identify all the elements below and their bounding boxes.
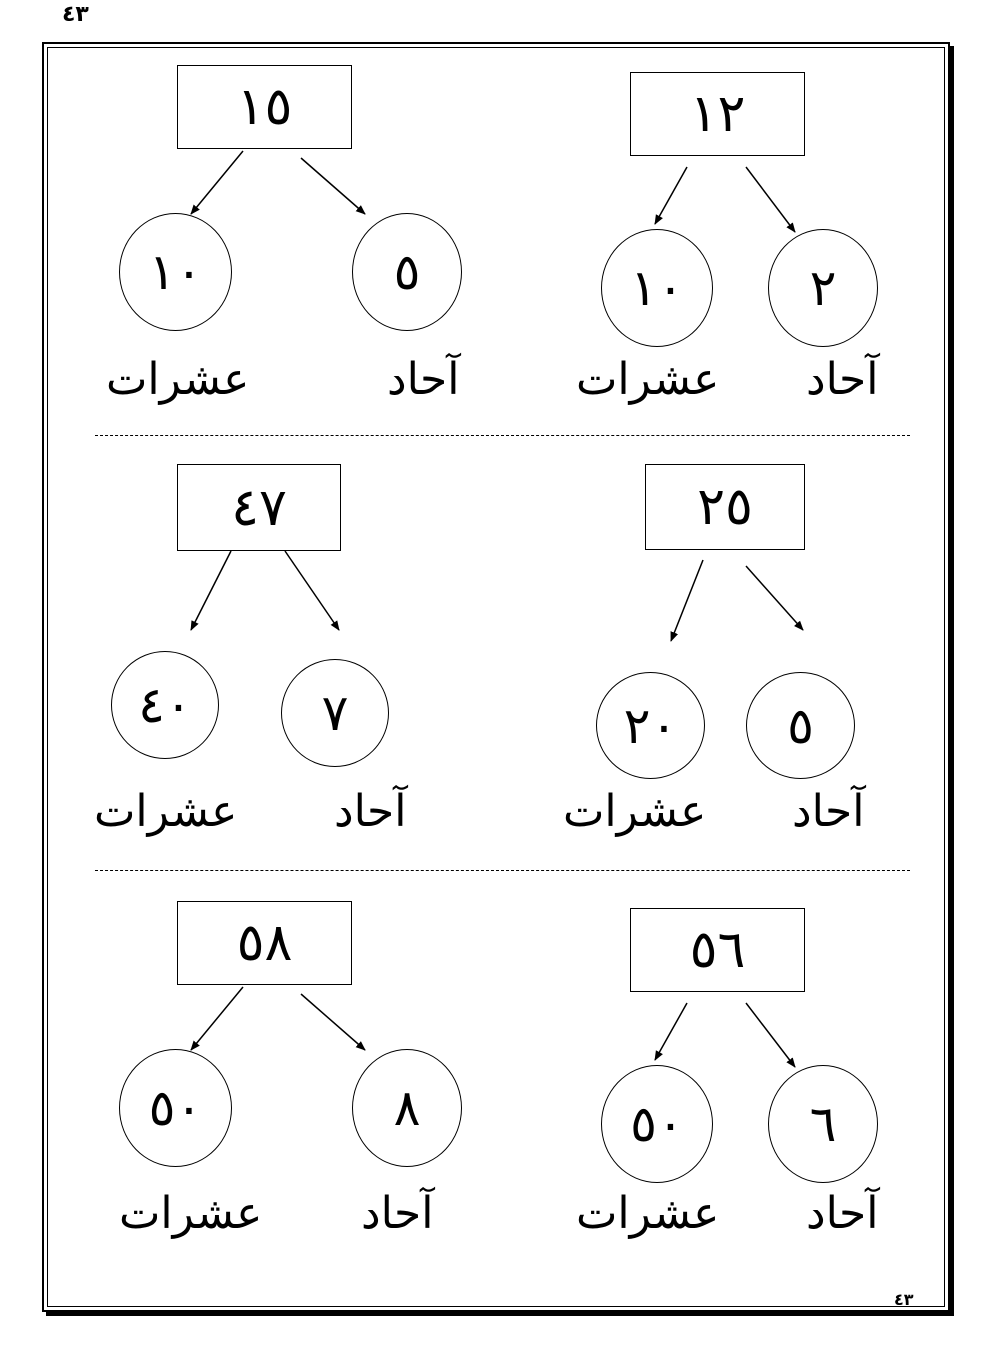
ones-value: ٥ — [787, 696, 814, 755]
tens-value: ٥٠ — [148, 1079, 203, 1137]
arrow-to-ones — [746, 1003, 795, 1067]
tens-label: عشرات — [576, 354, 720, 405]
ones-circle — [768, 229, 878, 347]
number-value: ٥٦ — [689, 920, 746, 980]
tens-label: عشرات — [94, 786, 238, 837]
arrow-to-tens — [191, 551, 231, 630]
tens-value: ١٠ — [148, 243, 203, 301]
arrow-to-ones — [285, 551, 339, 630]
number-value: ٤٧ — [231, 477, 287, 538]
arrow-to-tens — [671, 560, 703, 641]
tens-value: ٤٠ — [138, 676, 192, 734]
tens-circle — [119, 1049, 232, 1167]
tens-label: عشرات — [106, 354, 250, 405]
arrow-to-tens — [191, 151, 243, 214]
arrow-to-tens — [191, 987, 243, 1050]
tens-value: ٥٠ — [630, 1095, 684, 1153]
arrow-to-ones — [746, 566, 803, 630]
number-box — [177, 464, 341, 551]
ones-value: ٦ — [809, 1095, 837, 1153]
tens-label: عشرات — [119, 1188, 263, 1239]
number-box — [177, 901, 352, 985]
ones-label: آحاد — [806, 1188, 879, 1239]
number-box — [630, 72, 805, 156]
ones-label: آحاد — [792, 786, 865, 837]
number-box — [177, 65, 352, 149]
ones-label: آحاد — [806, 354, 879, 405]
number-box — [630, 908, 805, 992]
arrow-to-ones — [301, 158, 365, 214]
arrow-to-ones — [301, 994, 365, 1050]
ones-value: ٧ — [321, 684, 349, 742]
number-box — [645, 464, 805, 550]
tens-circle — [601, 229, 713, 347]
ones-value: ٢ — [809, 259, 837, 317]
tens-circle — [111, 651, 219, 759]
arrow-to-tens — [655, 167, 687, 224]
number-value: ٥٨ — [236, 913, 293, 973]
ones-circle — [768, 1065, 878, 1183]
ones-circle — [281, 659, 389, 767]
arrow-to-ones — [746, 167, 795, 232]
ones-label: آحاد — [361, 1188, 434, 1239]
ones-label: آحاد — [334, 786, 407, 837]
page-number-top: ٤٣ — [62, 2, 89, 27]
ones-label: آحاد — [387, 354, 460, 405]
number-value: ١٥ — [236, 77, 293, 137]
ones-circle — [746, 672, 855, 779]
tens-circle — [119, 213, 232, 331]
tens-label: عشرات — [576, 1188, 720, 1239]
number-value: ٢٥ — [697, 477, 753, 537]
number-value: ١٢ — [689, 84, 746, 144]
ones-value: ٨ — [393, 1079, 421, 1137]
page-number-bottom: ٤٣ — [894, 1290, 914, 1309]
ones-circle — [352, 1049, 462, 1167]
tens-circle — [596, 672, 705, 779]
tens-circle — [601, 1065, 713, 1183]
tens-value: ٢٠ — [623, 696, 678, 755]
ones-value: ٥ — [393, 243, 421, 301]
tens-label: عشرات — [563, 786, 707, 837]
arrow-to-tens — [655, 1003, 687, 1060]
tens-value: ١٠ — [630, 259, 684, 317]
ones-circle — [352, 213, 462, 331]
